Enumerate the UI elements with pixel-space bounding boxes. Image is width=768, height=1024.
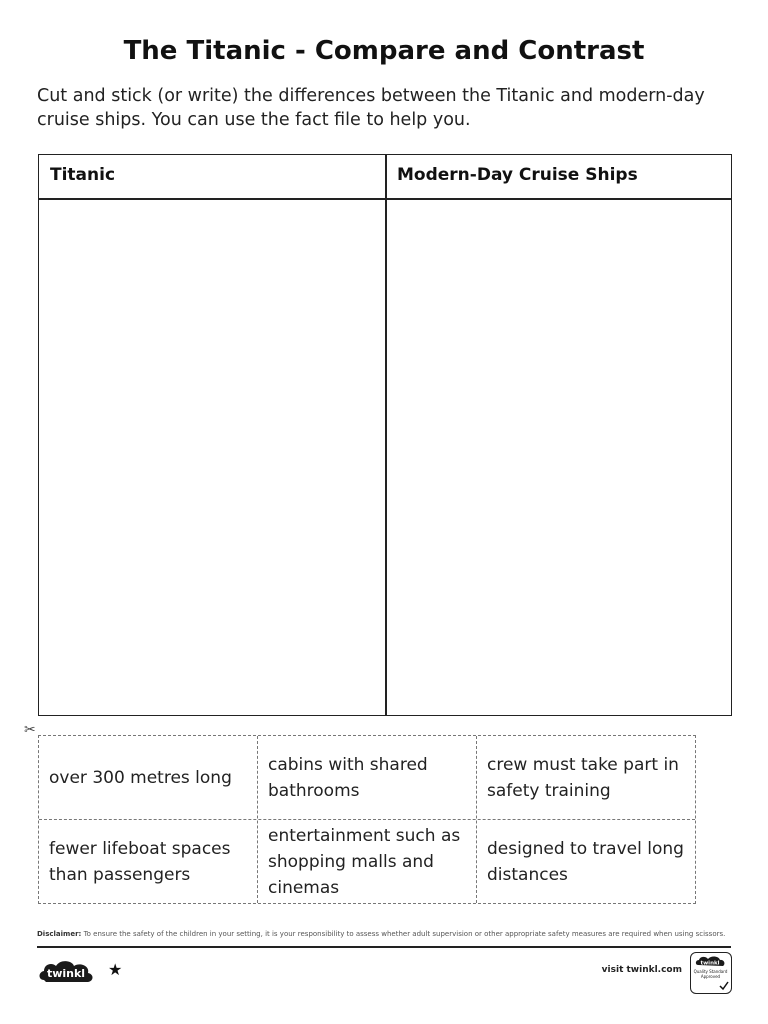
page-title: The Titanic - Compare and Contrast xyxy=(123,36,645,66)
badge-text: Quality Standard Approved xyxy=(693,969,728,979)
fact-card[interactable] xyxy=(477,820,695,903)
disclaimer xyxy=(37,930,737,938)
logo-text: twinkl xyxy=(46,967,86,980)
fact-card-text: entertainment such as shopping malls and cinemas xyxy=(268,825,461,898)
disclaimer-label: Disclaimer: xyxy=(37,930,82,938)
quality-badge-icon xyxy=(690,952,732,994)
fact-card[interactable] xyxy=(258,820,476,903)
footer-divider xyxy=(37,946,731,948)
visit-link[interactable]: visit twinkl.com xyxy=(601,965,682,975)
fact-card-text: crew must take part in safety training xyxy=(487,754,679,801)
fact-card[interactable] xyxy=(258,736,476,819)
fact-card[interactable] xyxy=(39,736,257,819)
cruise-ships-column-header: Modern-Day Cruise Ships xyxy=(397,165,638,185)
twinkl-logo[interactable] xyxy=(36,956,96,986)
fact-card-text: cabins with shared bathrooms xyxy=(268,754,428,801)
compare-table xyxy=(38,154,732,716)
badge-brand: twinkl xyxy=(700,960,720,967)
fact-card[interactable] xyxy=(477,736,695,819)
scissors-icon: ✂ xyxy=(24,722,36,738)
fact-card-text: over 300 metres long xyxy=(49,767,232,788)
titanic-column-header: Titanic xyxy=(50,165,116,185)
star-icon: ★ xyxy=(108,960,123,979)
fact-card-text: designed to travel long distances xyxy=(487,838,684,885)
titanic-answer-area[interactable] xyxy=(39,200,385,715)
fact-card-text: fewer lifeboat spaces than passengers xyxy=(49,838,231,885)
cruise-ships-answer-area[interactable] xyxy=(387,200,731,715)
fact-card[interactable] xyxy=(39,820,257,903)
instructions: Cut and stick (or write) the differences between the Titanic and modern-day cruise ships. You can use the fact file to help you. xyxy=(37,86,705,130)
disclaimer-text: To ensure the safety of the children in your setting, it is your responsibility to assess whether adult supervision or other appropriate safety measures are required when using scissors. xyxy=(83,930,726,938)
cut-out-cards xyxy=(38,735,696,904)
